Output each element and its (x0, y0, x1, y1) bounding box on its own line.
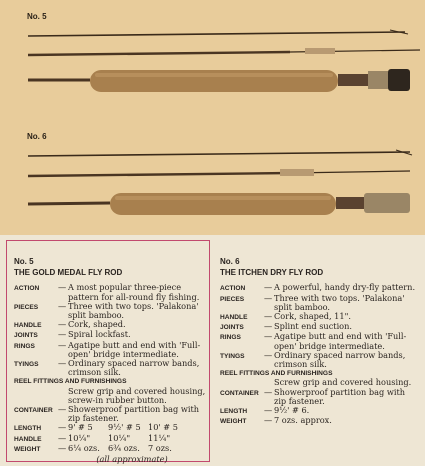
spec-key: HANDLE (14, 322, 42, 330)
spec-key: PIECES (220, 295, 245, 303)
size-key: LENGTH (220, 408, 248, 416)
size-value: 9½' # 5 (108, 422, 141, 433)
size-key: LENGTH (14, 425, 42, 433)
spec-dash: — (264, 386, 273, 397)
spec-row (14, 341, 210, 359)
spec-dash: — (58, 422, 67, 433)
reel-heading: REEL FITTINGS AND FURNISHINGS (220, 370, 333, 378)
spec-key: RINGS (220, 334, 241, 342)
spec-value: Splint end suction. (274, 321, 352, 332)
reel-heading: REEL FITTINGS AND FURNISHINGS (14, 378, 127, 386)
spec-dash: — (264, 282, 273, 293)
size-value: 9½' # 6. (274, 405, 310, 416)
spec-row (14, 283, 210, 301)
size-key: WEIGHT (220, 418, 247, 426)
spec-dash: — (58, 404, 67, 415)
spec-key: ACTION (14, 285, 40, 293)
spec-dash: — (264, 415, 273, 426)
specification-panel (0, 235, 425, 466)
spec-row (220, 388, 416, 406)
rod-5-specification (14, 257, 210, 464)
spec-key: TYINGS (220, 352, 245, 360)
spec-key: CONTAINER (14, 407, 53, 415)
spec-dash: — (264, 321, 273, 332)
spec-value: Cork, shaped. (68, 319, 126, 330)
size-key: WEIGHT (14, 445, 41, 453)
spec-value: Showerproof partition bag with zip fastener. (68, 404, 200, 424)
spec-dash: — (58, 300, 67, 311)
spec-dash: — (264, 331, 273, 342)
size-value: 11¼" (148, 432, 171, 443)
reel-value: Screw grip and covered housing, screw-in rubber button. (68, 385, 206, 405)
size-table (220, 406, 416, 426)
spec-key: ACTION (220, 285, 246, 293)
rod-5-name: THE GOLD MEDAL FLY ROD (14, 268, 123, 278)
spec-value: Ordinary spaced narrow bands, crimson silk. (68, 358, 200, 378)
plate-label-5: No. 5 (27, 12, 47, 21)
spec-value: A powerful, handy dry-fly pattern. (274, 282, 416, 293)
rod-6-illustration (28, 150, 412, 215)
size-value: 7 ozs. (148, 442, 172, 453)
spec-dash: — (264, 311, 273, 322)
spec-value: Three with two tops. 'Palakona' split bamboo. (274, 292, 405, 312)
size-key: HANDLE (14, 435, 42, 443)
spec-row (220, 332, 416, 350)
spec-dash: — (264, 349, 273, 360)
size-value: 10' # 5 (148, 422, 178, 433)
spec-row (220, 294, 416, 312)
spec-dash: — (264, 292, 273, 303)
size-value: 9' # 5 (68, 422, 93, 433)
plate-label-6: No. 6 (27, 132, 47, 141)
spec-key: TYINGS (14, 361, 39, 369)
size-value: 7 ozs. approx. (274, 415, 332, 426)
spec-row (14, 405, 210, 423)
size-table (14, 423, 210, 454)
spec-dash: — (58, 339, 67, 350)
rod-6-specification (220, 257, 416, 426)
approximate-note: (all approximate) (96, 454, 168, 465)
spec-value: Cork, shaped, 11". (274, 311, 351, 322)
spec-row (14, 359, 210, 377)
spec-key: HANDLE (220, 314, 248, 322)
spec-dash: — (58, 358, 67, 369)
rod-6-name: THE ITCHEN DRY FLY ROD (220, 268, 324, 278)
spec-key: JOINTS (220, 324, 244, 332)
spec-dash: — (58, 442, 67, 453)
spec-value: Three with two tops. 'Palakona' split bamboo. (68, 300, 199, 321)
spec-value: Spiral lockfast. (68, 329, 131, 340)
spec-dash: — (58, 329, 67, 340)
spec-value: Agatipe butt and end with 'Full-open' bridge intermediate. (68, 339, 201, 359)
spec-key: RINGS (14, 342, 35, 350)
reel-value: Screw grip and covered housing. (274, 377, 412, 388)
size-value: 10¼" (108, 432, 131, 443)
spec-dash: — (58, 432, 67, 443)
spec-dash: — (264, 405, 273, 416)
size-value: 6¾ ozs. (108, 442, 140, 453)
spec-dash: — (58, 319, 67, 330)
spec-key: CONTAINER (220, 389, 259, 397)
spec-value: Ordinary spaced narrow bands, crimson silk. (274, 349, 406, 370)
spec-key: JOINTS (14, 332, 38, 340)
spec-value: Agatipe butt and end with 'Full-open' bridge intermediate. (274, 331, 407, 351)
spec-row (14, 302, 210, 320)
spec-key: PIECES (14, 303, 39, 311)
spec-value: Showerproof partition bag with zip fastener. (274, 386, 406, 406)
spec-row (220, 351, 416, 369)
spec-value: A most popular three-piece pattern for all-round fly fishing. (68, 282, 200, 302)
rod-5-number: No. 5 (14, 257, 34, 266)
rod-6-number: No. 6 (220, 257, 240, 266)
spec-dash: — (58, 282, 67, 293)
rod-5-illustration (28, 30, 420, 92)
size-value: 10¼" (68, 432, 91, 443)
size-value: 6¼ ozs. (68, 442, 100, 453)
